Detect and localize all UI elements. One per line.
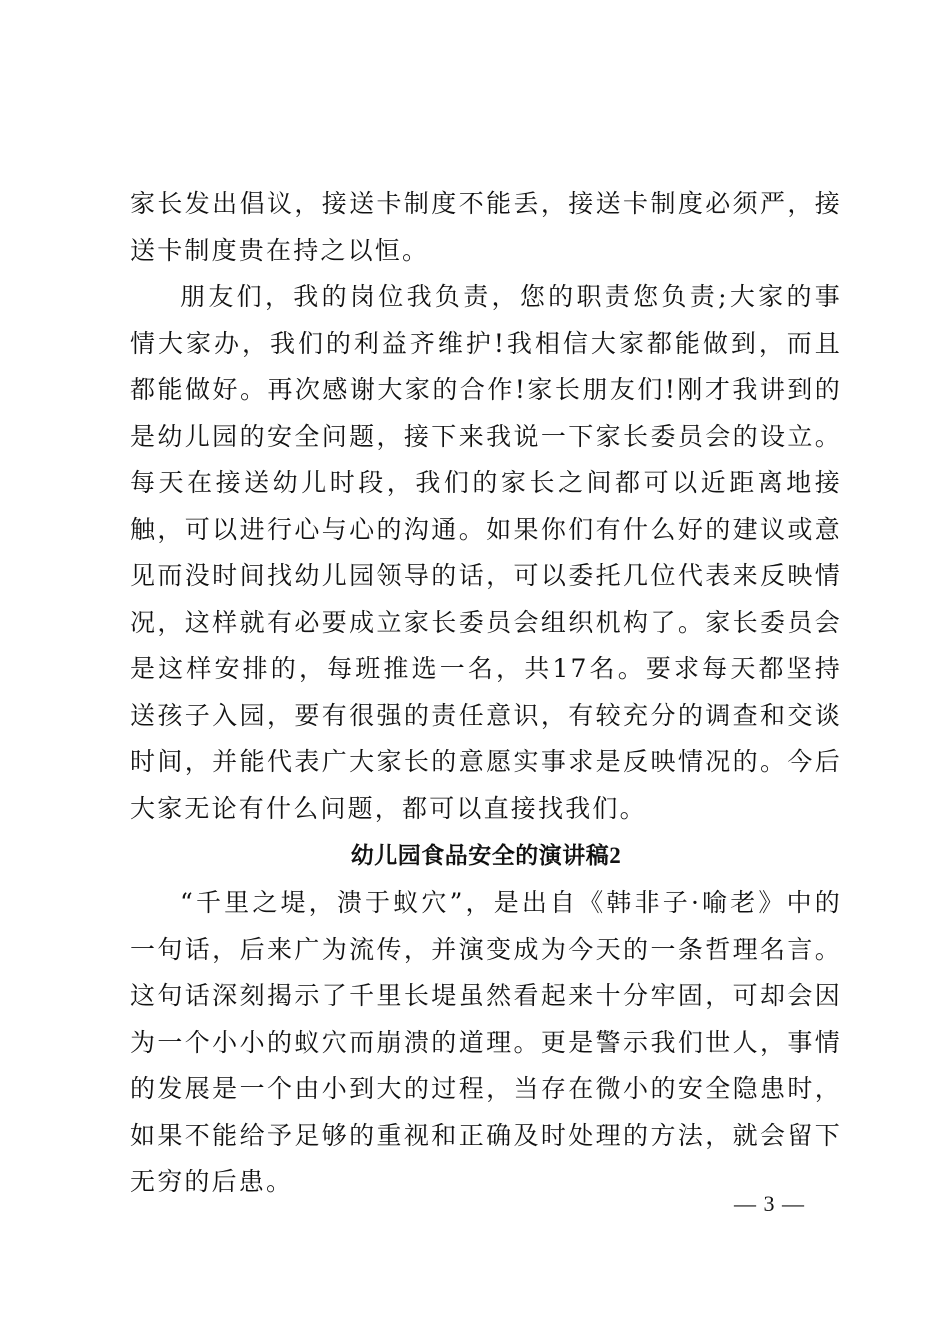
document-body (130, 181, 842, 1206)
section-title: 幼儿园食品安全的演讲稿2 (350, 843, 622, 868)
body-paragraph-1: 家长发出倡议，接送卡制度不能丢，接送卡制度必须严，接送卡制度贵在持之以恒。 (130, 189, 842, 265)
body-paragraph-2: 朋友们，我的岗位我负责，您的职责您负责;大家的事情大家办，我们的利益齐维护!我相信大家都能做到，而且都能做好。再次感谢大家的合作!家长朋友们!刚才我讲到的是幼儿园的安全问题，接下来我说一下家长委员会的设立。每天在接送幼儿时段，我们的家长之间都可以近距离地接触，可以进行心与心的沟通。如果你们有什么好的建议或意见而没时间找幼儿园领导的话，可以委托几位代表来反映情况，这样就有必要成立家长委员会组织机构了。家长委员会是这样安排的，每班推选一名，共17名。要求每天都坚持送孩子入园，要有很强的责任意识，有较充分的调查和交谈时间，并能代表广大家长的意愿实事求是反映情况的。今后大家无论有什么问题，都可以直接找我们。 (130, 282, 842, 823)
section-paragraph-1: “千里之堤，溃于蚁穴”，是出自《韩非子·喻老》中的一句话，后来广为流传，并演变成为今天的一条哲理名言。这句话深刻揭示了千里长堤虽然看起来十分牢固，可却会因为一个小小的蚁穴而崩溃的道理。更是警示我们世人，事情的发展是一个由小到大的过程，当存在微小的安全隐患时，如果不能给予足够的重视和正确及时处理的方法，就会留下无穷的后患。 (130, 888, 842, 1196)
page-number: — 3 — (734, 1191, 805, 1216)
